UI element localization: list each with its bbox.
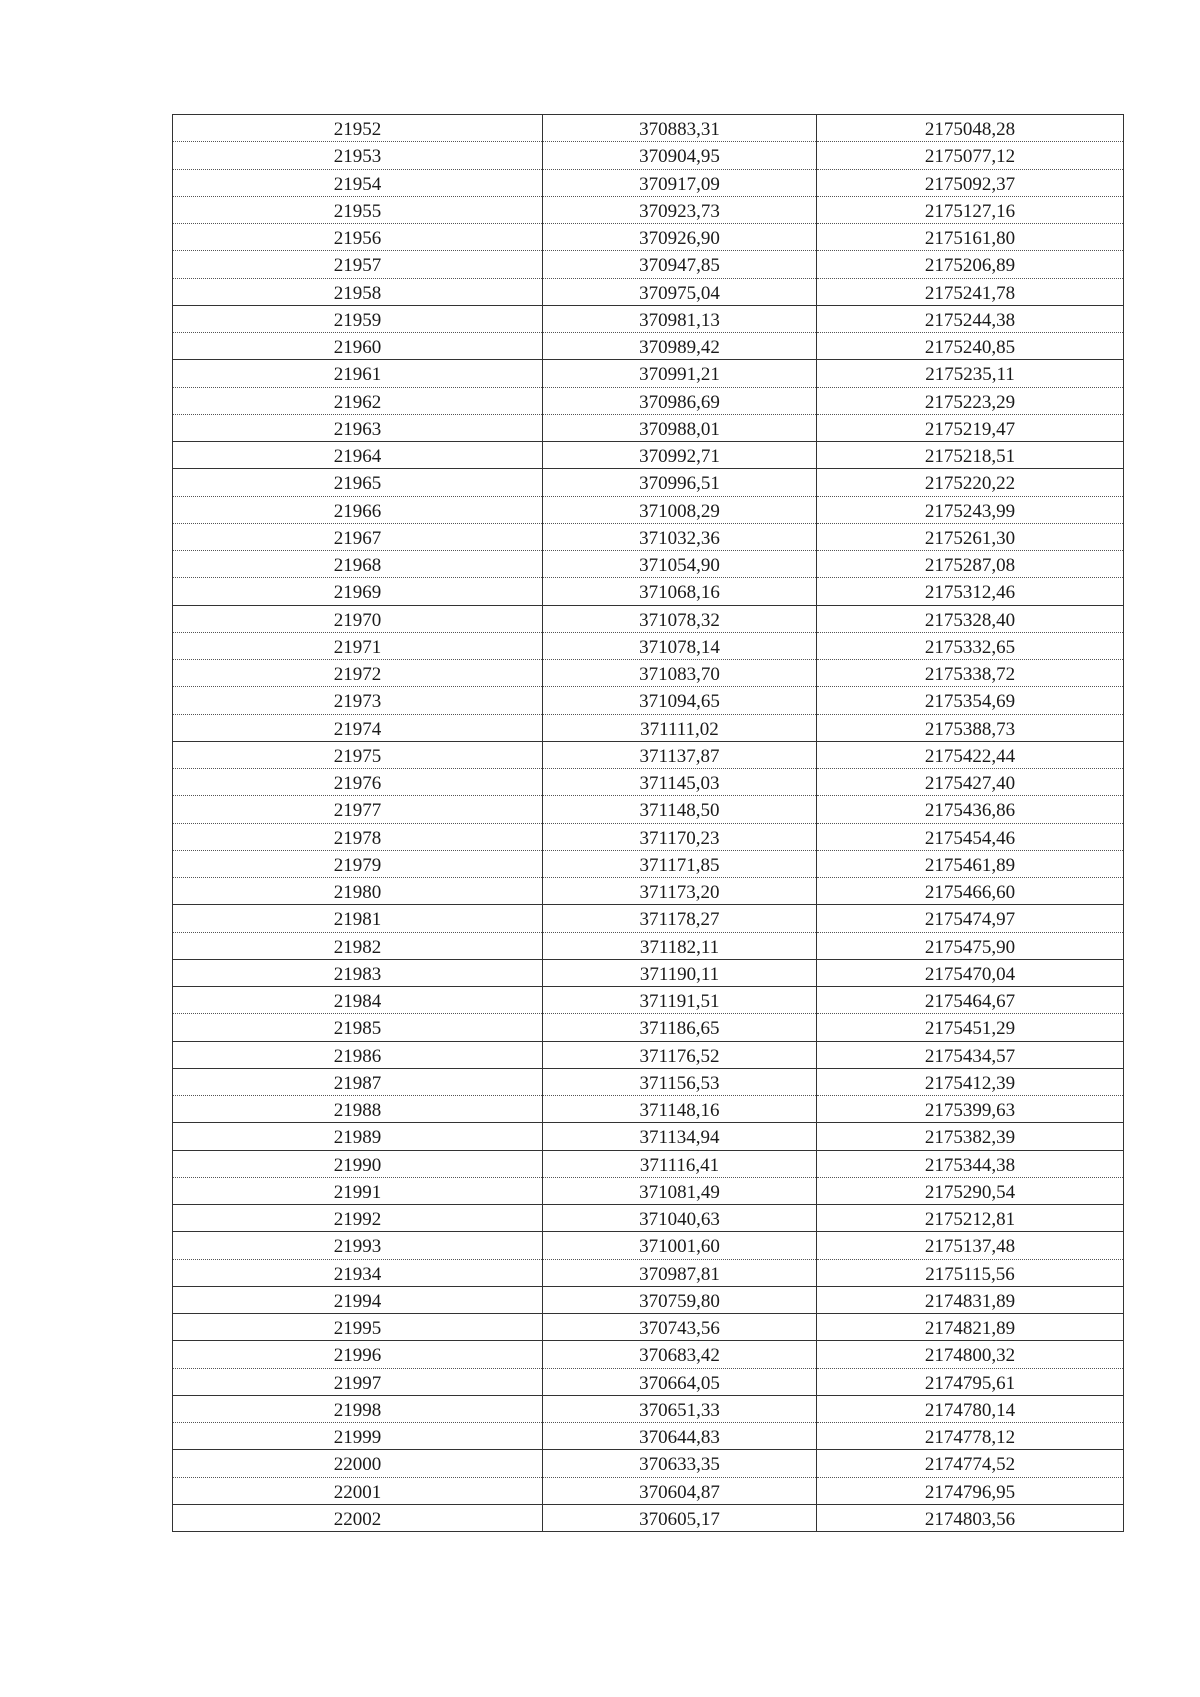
- y-coordinate-cell: 2175244,38: [817, 305, 1124, 332]
- x-coordinate-cell: 370981,13: [543, 305, 817, 332]
- point-number-cell: 21969: [173, 578, 543, 605]
- point-number-cell: 21970: [173, 605, 543, 632]
- y-coordinate-cell: 2175243,99: [817, 496, 1124, 523]
- table-row: [173, 1177, 1124, 1204]
- y-coordinate-cell: 2175048,28: [817, 115, 1124, 142]
- y-coordinate-cell: 2175338,72: [817, 660, 1124, 687]
- y-coordinate-cell: 2175427,40: [817, 769, 1124, 796]
- x-coordinate-cell: 370989,42: [543, 333, 817, 360]
- point-number-cell: 21985: [173, 1014, 543, 1041]
- x-coordinate-cell: 370633,35: [543, 1450, 817, 1477]
- table-row: [173, 224, 1124, 251]
- table-row: [173, 1450, 1124, 1477]
- table-row: [173, 959, 1124, 986]
- table-row: [173, 387, 1124, 414]
- y-coordinate-cell: 2175328,40: [817, 605, 1124, 632]
- point-number-cell: 21957: [173, 251, 543, 278]
- y-coordinate-cell: 2174800,32: [817, 1341, 1124, 1368]
- table-row: [173, 169, 1124, 196]
- table-row: [173, 115, 1124, 142]
- x-coordinate-cell: 371137,87: [543, 741, 817, 768]
- x-coordinate-cell: 370923,73: [543, 196, 817, 223]
- x-coordinate-cell: 370759,80: [543, 1286, 817, 1313]
- y-coordinate-cell: 2174831,89: [817, 1286, 1124, 1313]
- y-coordinate-cell: 2175434,57: [817, 1041, 1124, 1068]
- coordinates-table: [172, 114, 1124, 1532]
- table-row: [173, 1150, 1124, 1177]
- x-coordinate-cell: 371054,90: [543, 551, 817, 578]
- table-row: [173, 769, 1124, 796]
- point-number-cell: 21981: [173, 905, 543, 932]
- table-row: [173, 823, 1124, 850]
- point-number-cell: 21997: [173, 1368, 543, 1395]
- x-coordinate-cell: 371148,50: [543, 796, 817, 823]
- y-coordinate-cell: 2175388,73: [817, 714, 1124, 741]
- point-number-cell: 21972: [173, 660, 543, 687]
- x-coordinate-cell: 370883,31: [543, 115, 817, 142]
- y-coordinate-cell: 2175464,67: [817, 987, 1124, 1014]
- x-coordinate-cell: 371008,29: [543, 496, 817, 523]
- x-coordinate-cell: 371111,02: [543, 714, 817, 741]
- table-row: [173, 1096, 1124, 1123]
- point-number-cell: 21965: [173, 469, 543, 496]
- y-coordinate-cell: 2175287,08: [817, 551, 1124, 578]
- point-number-cell: 21996: [173, 1341, 543, 1368]
- y-coordinate-cell: 2175382,39: [817, 1123, 1124, 1150]
- y-coordinate-cell: 2174803,56: [817, 1504, 1124, 1531]
- x-coordinate-cell: 371083,70: [543, 660, 817, 687]
- y-coordinate-cell: 2175137,48: [817, 1232, 1124, 1259]
- table-row: [173, 523, 1124, 550]
- point-number-cell: 21966: [173, 496, 543, 523]
- y-coordinate-cell: 2175461,89: [817, 850, 1124, 877]
- x-coordinate-cell: 370604,87: [543, 1477, 817, 1504]
- y-coordinate-cell: 2175220,22: [817, 469, 1124, 496]
- point-number-cell: 21982: [173, 932, 543, 959]
- y-coordinate-cell: 2174795,61: [817, 1368, 1124, 1395]
- table-row: [173, 1205, 1124, 1232]
- table-row: [173, 1232, 1124, 1259]
- y-coordinate-cell: 2174796,95: [817, 1477, 1124, 1504]
- y-coordinate-cell: 2175206,89: [817, 251, 1124, 278]
- x-coordinate-cell: 370992,71: [543, 442, 817, 469]
- table-row: [173, 578, 1124, 605]
- table-row: [173, 1423, 1124, 1450]
- point-number-cell: 21958: [173, 278, 543, 305]
- y-coordinate-cell: 2175312,46: [817, 578, 1124, 605]
- point-number-cell: 21968: [173, 551, 543, 578]
- table-row: [173, 1368, 1124, 1395]
- table-row: [173, 1259, 1124, 1286]
- x-coordinate-cell: 370743,56: [543, 1314, 817, 1341]
- table-row: [173, 1341, 1124, 1368]
- table-row: [173, 278, 1124, 305]
- x-coordinate-cell: 370683,42: [543, 1341, 817, 1368]
- table-row: [173, 414, 1124, 441]
- y-coordinate-cell: 2175115,56: [817, 1259, 1124, 1286]
- y-coordinate-cell: 2174778,12: [817, 1423, 1124, 1450]
- y-coordinate-cell: 2175399,63: [817, 1096, 1124, 1123]
- y-coordinate-cell: 2175451,29: [817, 1014, 1124, 1041]
- point-number-cell: 21980: [173, 878, 543, 905]
- x-coordinate-cell: 371182,11: [543, 932, 817, 959]
- point-number-cell: 21963: [173, 414, 543, 441]
- x-coordinate-cell: 371094,65: [543, 687, 817, 714]
- table-row: [173, 932, 1124, 959]
- point-number-cell: 21962: [173, 387, 543, 414]
- x-coordinate-cell: 371191,51: [543, 987, 817, 1014]
- x-coordinate-cell: 371173,20: [543, 878, 817, 905]
- point-number-cell: 21984: [173, 987, 543, 1014]
- table-row: [173, 714, 1124, 741]
- x-coordinate-cell: 370664,05: [543, 1368, 817, 1395]
- table-row: [173, 741, 1124, 768]
- table-row: [173, 1286, 1124, 1313]
- x-coordinate-cell: 371186,65: [543, 1014, 817, 1041]
- table-row: [173, 605, 1124, 632]
- y-coordinate-cell: 2175241,78: [817, 278, 1124, 305]
- x-coordinate-cell: 371081,49: [543, 1177, 817, 1204]
- table-row: [173, 1123, 1124, 1150]
- point-number-cell: 21991: [173, 1177, 543, 1204]
- y-coordinate-cell: 2175466,60: [817, 878, 1124, 905]
- table-row: [173, 196, 1124, 223]
- y-coordinate-cell: 2175475,90: [817, 932, 1124, 959]
- y-coordinate-cell: 2175218,51: [817, 442, 1124, 469]
- point-number-cell: 21989: [173, 1123, 543, 1150]
- point-number-cell: 21979: [173, 850, 543, 877]
- y-coordinate-cell: 2175127,16: [817, 196, 1124, 223]
- point-number-cell: 21959: [173, 305, 543, 332]
- y-coordinate-cell: 2175219,47: [817, 414, 1124, 441]
- point-number-cell: 21952: [173, 115, 543, 142]
- table-row: [173, 1068, 1124, 1095]
- table-row: [173, 142, 1124, 169]
- table-row: [173, 1395, 1124, 1422]
- x-coordinate-cell: 370651,33: [543, 1395, 817, 1422]
- table-row: [173, 1041, 1124, 1068]
- point-number-cell: 21954: [173, 169, 543, 196]
- table-row: [173, 687, 1124, 714]
- y-coordinate-cell: 2175332,65: [817, 632, 1124, 659]
- point-number-cell: 21953: [173, 142, 543, 169]
- table-row: [173, 333, 1124, 360]
- y-coordinate-cell: 2175470,04: [817, 959, 1124, 986]
- table-row: [173, 442, 1124, 469]
- y-coordinate-cell: 2175436,86: [817, 796, 1124, 823]
- point-number-cell: 21978: [173, 823, 543, 850]
- point-number-cell: 21977: [173, 796, 543, 823]
- table-row: [173, 987, 1124, 1014]
- x-coordinate-cell: 371178,27: [543, 905, 817, 932]
- point-number-cell: 21960: [173, 333, 543, 360]
- x-coordinate-cell: 370904,95: [543, 142, 817, 169]
- x-coordinate-cell: 371078,14: [543, 632, 817, 659]
- table-row: [173, 905, 1124, 932]
- y-coordinate-cell: 2175161,80: [817, 224, 1124, 251]
- table-row: [173, 1014, 1124, 1041]
- x-coordinate-cell: 371068,16: [543, 578, 817, 605]
- y-coordinate-cell: 2174821,89: [817, 1314, 1124, 1341]
- table-row: [173, 660, 1124, 687]
- point-number-cell: 21995: [173, 1314, 543, 1341]
- x-coordinate-cell: 371170,23: [543, 823, 817, 850]
- table-row: [173, 632, 1124, 659]
- point-number-cell: 21964: [173, 442, 543, 469]
- table-row: [173, 1504, 1124, 1531]
- x-coordinate-cell: 371116,41: [543, 1150, 817, 1177]
- x-coordinate-cell: 371176,52: [543, 1041, 817, 1068]
- y-coordinate-cell: 2175235,11: [817, 360, 1124, 387]
- y-coordinate-cell: 2175290,54: [817, 1177, 1124, 1204]
- point-number-cell: 21971: [173, 632, 543, 659]
- point-number-cell: 21974: [173, 714, 543, 741]
- x-coordinate-cell: 370988,01: [543, 414, 817, 441]
- point-number-cell: 22002: [173, 1504, 543, 1531]
- x-coordinate-cell: 370987,81: [543, 1259, 817, 1286]
- x-coordinate-cell: 370605,17: [543, 1504, 817, 1531]
- table-row: [173, 850, 1124, 877]
- table-row: [173, 251, 1124, 278]
- table-row: [173, 878, 1124, 905]
- point-number-cell: 21955: [173, 196, 543, 223]
- y-coordinate-cell: 2175354,69: [817, 687, 1124, 714]
- y-coordinate-cell: 2175412,39: [817, 1068, 1124, 1095]
- y-coordinate-cell: 2175212,81: [817, 1205, 1124, 1232]
- point-number-cell: 21994: [173, 1286, 543, 1313]
- point-number-cell: 21986: [173, 1041, 543, 1068]
- x-coordinate-cell: 370644,83: [543, 1423, 817, 1450]
- point-number-cell: 21934: [173, 1259, 543, 1286]
- point-number-cell: 21990: [173, 1150, 543, 1177]
- table-row: [173, 360, 1124, 387]
- table-row: [173, 1314, 1124, 1341]
- y-coordinate-cell: 2175422,44: [817, 741, 1124, 768]
- point-number-cell: 21993: [173, 1232, 543, 1259]
- x-coordinate-cell: 370986,69: [543, 387, 817, 414]
- x-coordinate-cell: 370947,85: [543, 251, 817, 278]
- x-coordinate-cell: 370926,90: [543, 224, 817, 251]
- point-number-cell: 21975: [173, 741, 543, 768]
- y-coordinate-cell: 2175474,97: [817, 905, 1124, 932]
- y-coordinate-cell: 2174780,14: [817, 1395, 1124, 1422]
- point-number-cell: 21967: [173, 523, 543, 550]
- coordinates-table-body: [173, 115, 1124, 1532]
- table-row: [173, 1477, 1124, 1504]
- y-coordinate-cell: 2175261,30: [817, 523, 1124, 550]
- y-coordinate-cell: 2175092,37: [817, 169, 1124, 196]
- point-number-cell: 22000: [173, 1450, 543, 1477]
- table-row: [173, 796, 1124, 823]
- x-coordinate-cell: 371171,85: [543, 850, 817, 877]
- y-coordinate-cell: 2174774,52: [817, 1450, 1124, 1477]
- x-coordinate-cell: 370917,09: [543, 169, 817, 196]
- table-row: [173, 305, 1124, 332]
- x-coordinate-cell: 371040,63: [543, 1205, 817, 1232]
- x-coordinate-cell: 371078,32: [543, 605, 817, 632]
- point-number-cell: 21987: [173, 1068, 543, 1095]
- point-number-cell: 22001: [173, 1477, 543, 1504]
- point-number-cell: 21983: [173, 959, 543, 986]
- point-number-cell: 21988: [173, 1096, 543, 1123]
- x-coordinate-cell: 370975,04: [543, 278, 817, 305]
- x-coordinate-cell: 371032,36: [543, 523, 817, 550]
- x-coordinate-cell: 370991,21: [543, 360, 817, 387]
- table-row: [173, 469, 1124, 496]
- point-number-cell: 21976: [173, 769, 543, 796]
- x-coordinate-cell: 371190,11: [543, 959, 817, 986]
- point-number-cell: 21961: [173, 360, 543, 387]
- table-row: [173, 496, 1124, 523]
- point-number-cell: 21999: [173, 1423, 543, 1450]
- x-coordinate-cell: 371001,60: [543, 1232, 817, 1259]
- x-coordinate-cell: 371145,03: [543, 769, 817, 796]
- x-coordinate-cell: 371134,94: [543, 1123, 817, 1150]
- x-coordinate-cell: 370996,51: [543, 469, 817, 496]
- y-coordinate-cell: 2175454,46: [817, 823, 1124, 850]
- y-coordinate-cell: 2175344,38: [817, 1150, 1124, 1177]
- x-coordinate-cell: 371148,16: [543, 1096, 817, 1123]
- point-number-cell: 21998: [173, 1395, 543, 1422]
- table-row: [173, 551, 1124, 578]
- point-number-cell: 21973: [173, 687, 543, 714]
- y-coordinate-cell: 2175077,12: [817, 142, 1124, 169]
- y-coordinate-cell: 2175240,85: [817, 333, 1124, 360]
- y-coordinate-cell: 2175223,29: [817, 387, 1124, 414]
- x-coordinate-cell: 371156,53: [543, 1068, 817, 1095]
- point-number-cell: 21992: [173, 1205, 543, 1232]
- point-number-cell: 21956: [173, 224, 543, 251]
